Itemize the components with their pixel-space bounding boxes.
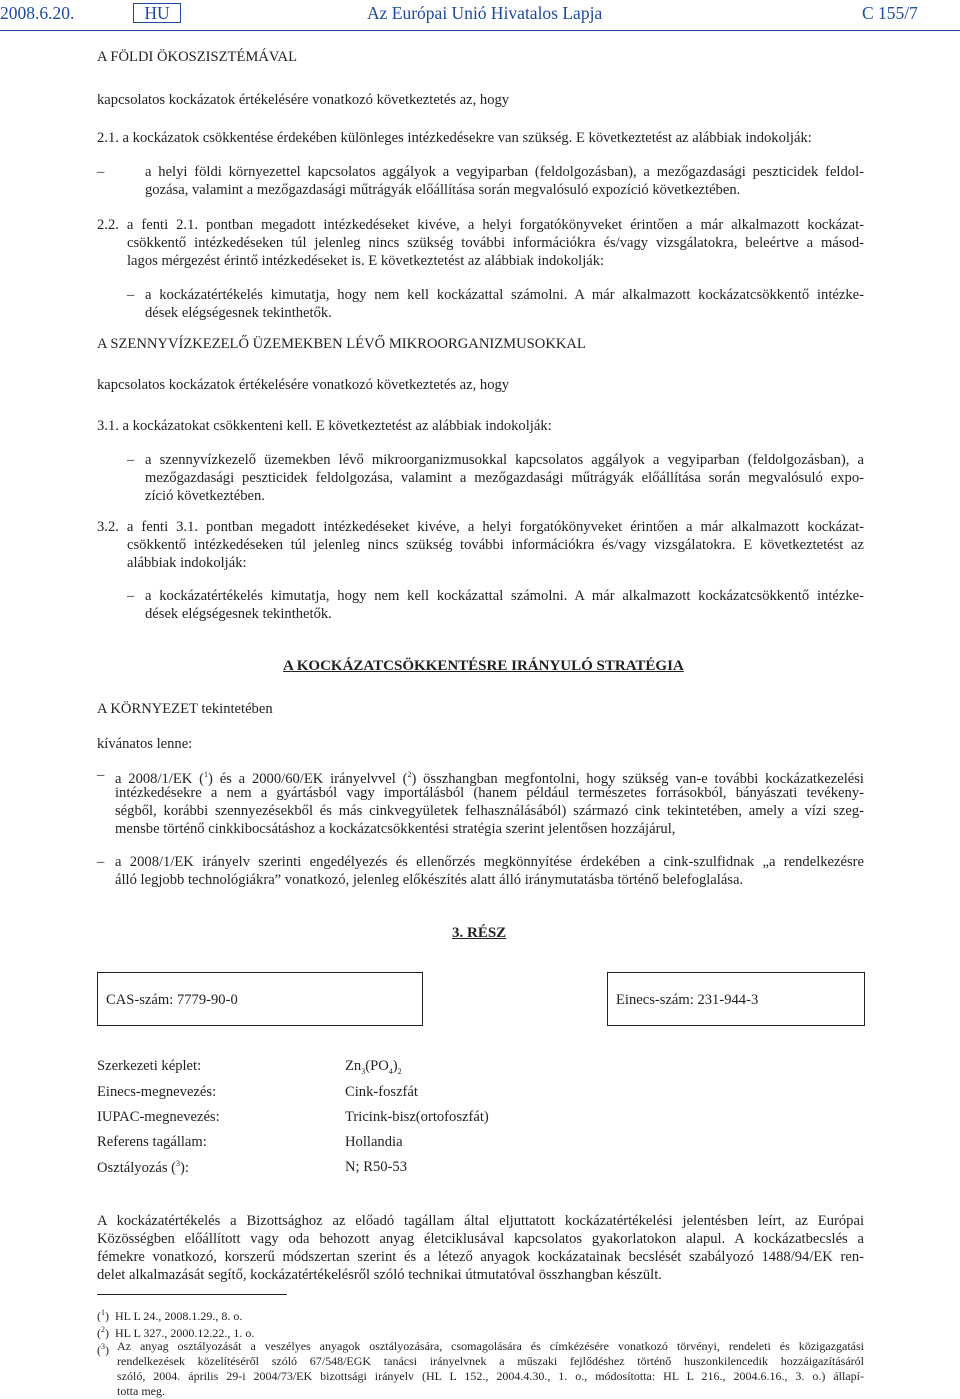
- assessment-para-line1: A kockázatértékelés a Bizottsághoz az előadó tagállam által eljuttatott kockázatértékelési jelentésben leírt, az Európai: [97, 1213, 864, 1229]
- footnote-1: ($^1$) HL L 24., 2008.1.29., 8. o.: [97, 1308, 243, 1323]
- assessment-para-line4: delet alkalmazását segítő, kockázatértékelésről szóló technikai útmutatóval összhangban készült.: [97, 1267, 662, 1283]
- rapporteur-value: Hollandia: [345, 1134, 403, 1150]
- part3-heading: 3. RÉSZ: [452, 925, 507, 941]
- paragraph-3-2-bullet-line1: a kockázatértékelés kimutatja, hogy nem kell kockázattal számolni. A már alkalmazott kockázatcsökkentő intézke-: [145, 588, 864, 604]
- environment-heading: A KÖRNYEZET tekintetében: [97, 701, 273, 717]
- dash-icon: –: [127, 588, 135, 604]
- assessment-para-line2: Közösségben előállított vagy oda behozott anyag életciklusával kapcsolatos gyakorlatokon alapul. A kockázatbecslés a: [97, 1231, 864, 1247]
- strategy-bullet2-line2: álló legjobb technológiákra” vonatkozó, jelenleg előkészítés alatt álló iránymutatásba történő belefoglalása.: [115, 872, 744, 888]
- paragraph-2-1: 2.1. a kockázatok csökkentése érdekében különleges intézkedésekre van szükség. E következtetést az alábbiak indokolják:: [97, 130, 812, 146]
- wwtp-section-subtitle: kapcsolatos kockázatok értékelésére vonatkozó következtetés az, hogy: [97, 377, 510, 393]
- dash-icon: –: [127, 452, 135, 468]
- cas-number-box: [97, 972, 423, 1026]
- soil-section-title: A FÖLDI ÖKOSZISZTÉMÁVAL: [97, 49, 297, 65]
- einecs-name-label: Einecs-megnevezés:: [97, 1084, 217, 1100]
- strategy-bullet1-line3: ségből, korábbi szennyezésekből és más cinkvegyületek felhasználásából) származó cink tekintetében, amely a vízi szeg-: [115, 803, 864, 819]
- paragraph-3-1: 3.1. a kockázatokat csökkenteni kell. E következtetést az alábbiak indokolják:: [97, 418, 552, 434]
- paragraph-2-2-line2: csökkentő intézkedéseken túl jelenleg nincs szükség további információkra és/vagy vizsgálatokra, beleértve a másod-: [127, 235, 864, 251]
- classification-label: Osztályozás ($^3$):: [97, 1159, 189, 1176]
- language-badge: HU: [133, 3, 181, 23]
- header-rule: [0, 30, 960, 31]
- dash-icon: –: [127, 287, 135, 303]
- soil-section-subtitle: kapcsolatos kockázatok értékelésére vonatkozó következtetés az, hogy: [97, 92, 510, 108]
- structural-formula-value: $Zn_3(PO_4)_2$: [345, 1058, 402, 1076]
- footnote-3-marker: ($^3$): [97, 1342, 109, 1357]
- einecs-number-box: [607, 972, 865, 1026]
- iupac-name-label: IUPAC-megnevezés:: [97, 1109, 220, 1125]
- paragraph-2-1-bullet-line2: gozása, valamint a mezőgazdasági műtrágyák előállítása során megvalósuló expozíció következtében.: [145, 182, 741, 198]
- strategy-bullet2-line1: a 2008/1/EK irányelv szerinti engedélyezés és ellenőrzés megkönnyítése érdekében a cink-szulfidnak „a rendelkezésre: [115, 854, 864, 870]
- dash-icon: –: [97, 767, 105, 783]
- assessment-para-line3: fémekre vonatkozó, korszerű módszertan szerint és a létező anyagok kockázatainak becslését szabályozó 1488/94/EK ren-: [97, 1249, 864, 1265]
- paragraph-2-2-line3: lagos mérgezést érintő intézkedéseket is. E következtetést az alábbiak indokolják:: [127, 253, 605, 269]
- dash-icon: –: [97, 164, 105, 180]
- structural-formula-label: Szerkezeti képlet:: [97, 1058, 202, 1074]
- paragraph-2-2-bullet-line2: dések elégségesnek tekinthetők.: [145, 305, 332, 321]
- header-date: 2008.6.20.: [0, 3, 75, 23]
- strategy-bullet1-line1: a 2008/1/EK ($^1$) és a 2000/60/EK irányelvvel ($^2$) összhangban megfontolni, hogy szükség van-e további kockázatkezelési: [115, 770, 864, 787]
- einecs-number: Einecs-szám: 231-944-3: [616, 992, 759, 1008]
- footnote-rule: [97, 1294, 287, 1295]
- classification-value: N; R50-53: [345, 1159, 408, 1175]
- footnote-3-line1: Az anyag osztályozását a veszélyes anyagok osztályozására, csomagolására és címkézésére vonatkozó törvényi, rendeleti és közigazgatási: [117, 1339, 864, 1353]
- paragraph-3-2-line1: 3.2. a fenti 3.1. pontban megadott intézkedéseket kivéve, a helyi forgatókönyveket érintően a már alkalmazott kockázat-: [97, 519, 864, 535]
- paragraph-2-1-bullet-line1: a helyi földi környezettel kapcsolatos aggályok a vegyiparban (feldolgozásban), a mezőgazdasági peszticidek feldol-: [145, 164, 864, 180]
- strategy-heading: A KOCKÁZATCSÖKKENTÉSRE IRÁNYULÓ STRATÉGIA: [283, 658, 684, 674]
- footnote-3-line3: szóló, 2004. április 29-i 2004/73/EK bizottsági irányelv (HL L 152., 2004.4.30., 1. o., módosította: HL L 216., 2004.6.16., 3. o.) állapí-: [117, 1369, 864, 1383]
- paragraph-3-2-line2: csökkentő intézkedéseken túl jelenleg nincs szükség további információkra és/vagy vizsgálatokra. E következtetést az: [127, 537, 864, 553]
- footnote-3-line2: rendelkezések közelítéséről szóló 67/548/EGK tanácsi irányelvnek a műszaki fejlődéshez történő huszonkilencedik hozzáigazításáról: [117, 1354, 864, 1368]
- desired-label: kívánatos lenne:: [97, 736, 193, 752]
- journal-title: Az Európai Unió Hivatalos Lapja: [367, 3, 603, 23]
- paragraph-2-2-line1: 2.2. a fenti 2.1. pontban megadott intézkedéseket kivéve, a helyi forgatókönyveket érintően a már alkalmazott kockázat-: [97, 217, 864, 233]
- cas-number: CAS-szám: 7779-90-0: [106, 992, 238, 1008]
- iupac-name-value: Tricink-bisz(ortofoszfát): [345, 1109, 489, 1125]
- footnote-2: ($^2$) HL L 327., 2000.12.22., 1. o.: [97, 1325, 255, 1340]
- paragraph-3-2-line3: alábbiak indokolják:: [127, 555, 247, 571]
- paragraph-3-1-bullet-line1: a szennyvízkezelő üzemekben lévő mikroorganizmusokkal kapcsolatos aggályok a vegyiparban (feldolgozásban), a: [145, 452, 864, 468]
- paragraph-2-2-bullet-line1: a kockázatértékelés kimutatja, hogy nem kell kockázattal számolni. A már alkalmazott kockázatcsökkentő intézke-: [145, 287, 864, 303]
- strategy-bullet1-line4: mensbe történő cinkkibocsátáshoz a kockázatcsökkentési stratégia szerint jelentősen hozzájárul,: [115, 821, 676, 837]
- paragraph-3-1-bullet-line2: mezőgazdasági peszticidek feldolgozása, valamint a mezőgazdasági műtrágyák előállítása során megvalósuló expo-: [145, 470, 864, 486]
- paragraph-3-2-bullet-line2: dések elégségesnek tekinthetők.: [145, 606, 332, 622]
- wwtp-section-title: A SZENNYVÍZKEZELŐ ÜZEMEKBEN LÉVŐ MIKROORGANIZMUSOKKAL: [97, 336, 586, 352]
- paragraph-3-1-bullet-line3: zíció következtében.: [145, 488, 265, 504]
- footnote-3-line4: totta meg.: [117, 1384, 165, 1398]
- rapporteur-label: Referens tagállam:: [97, 1134, 207, 1150]
- einecs-name-value: Cink-foszfát: [345, 1084, 418, 1100]
- dash-icon: –: [97, 854, 105, 870]
- page-number: C 155/7: [862, 3, 918, 23]
- strategy-bullet1-line2: intézkedésekre a nem a gyártásból vagy importálásból (hanem például természetes forrásokból, bányászati tevékeny-: [115, 785, 864, 801]
